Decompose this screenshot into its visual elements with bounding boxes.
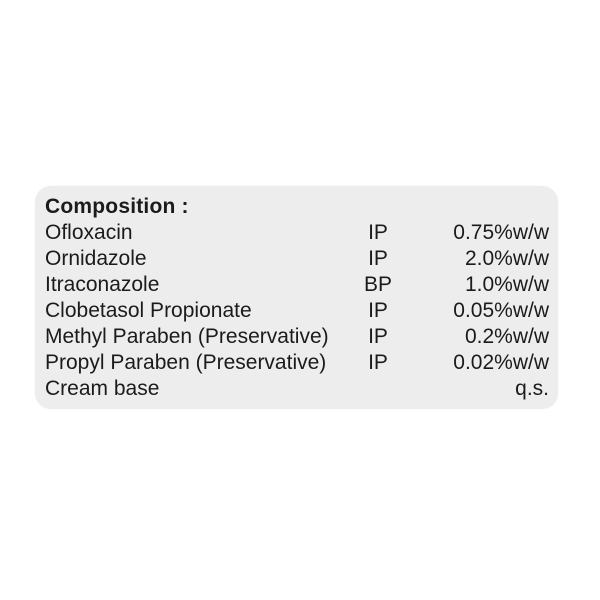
composition-heading-row xyxy=(45,194,549,220)
ingredient-name: Itraconazole xyxy=(45,273,160,296)
composition-label-card xyxy=(35,186,558,409)
ingredient-name: Ofloxacin xyxy=(45,221,133,244)
ingredient-quantity: 0.75%w/w xyxy=(453,221,549,244)
pharmacopoeia-standard: IP xyxy=(368,221,388,244)
pharmacopoeia-standard: IP xyxy=(368,351,388,374)
composition-row-ornidazole xyxy=(45,246,549,272)
composition-row-itraconazole xyxy=(45,272,549,298)
ingredient-quantity: 0.02%w/w xyxy=(453,351,549,374)
composition-row-ofloxacin xyxy=(45,220,549,246)
ingredient-name: Ornidazole xyxy=(45,247,147,270)
ingredient-name: Cream base xyxy=(45,377,160,400)
ingredient-name: Methyl Paraben (Preservative) xyxy=(45,325,329,348)
ingredient-name: Propyl Paraben (Preservative) xyxy=(45,351,327,374)
ingredient-quantity: q.s. xyxy=(515,377,549,400)
ingredient-name: Clobetasol Propionate xyxy=(45,299,252,322)
ingredient-quantity: 1.0%w/w xyxy=(464,273,549,296)
composition-row-methyl-paraben xyxy=(45,324,549,350)
ingredient-quantity: 2.0%w/w xyxy=(464,247,549,270)
ingredient-quantity: 0.2%w/w xyxy=(464,325,549,348)
composition-row-propyl-paraben xyxy=(45,350,549,376)
pharmacopoeia-standard: IP xyxy=(368,299,388,322)
composition-row-cream-base xyxy=(45,376,549,402)
composition-row-clobetasol-propionate xyxy=(45,298,549,324)
ingredient-quantity: 0.05%w/w xyxy=(453,299,549,322)
pharmacopoeia-standard: BP xyxy=(363,273,392,296)
pharmacopoeia-standard: IP xyxy=(368,325,388,348)
pharmacopoeia-standard: IP xyxy=(368,247,388,270)
composition-heading: Composition : xyxy=(45,195,189,218)
